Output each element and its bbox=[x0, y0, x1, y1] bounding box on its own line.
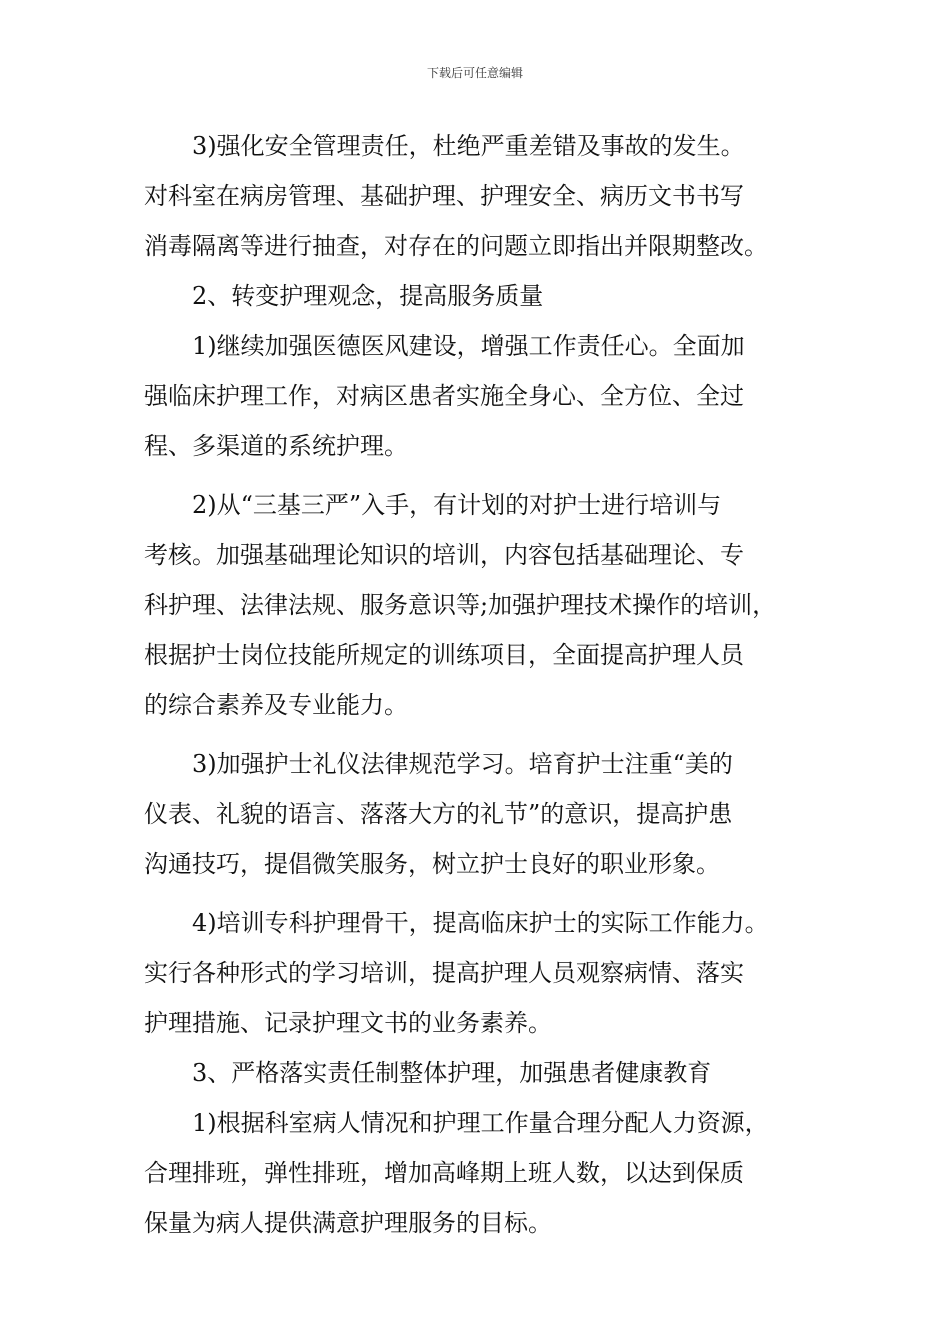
paragraph-line: 根据护士岗位技能所规定的训练项目，全面提高护理人员 bbox=[144, 641, 744, 669]
paragraph-line: 3)强化安全管理责任，杜绝严重差错及事故的发生。 bbox=[192, 132, 745, 160]
page-header: 下载后可任意编辑 bbox=[426, 66, 523, 80]
paragraph-line: 保量为病人提供满意护理服务的目标。 bbox=[144, 1209, 552, 1237]
paragraph-line: 程、多渠道的系统护理。 bbox=[144, 432, 408, 460]
paragraph-line: 考核。加强基础理论知识的培训，内容包括基础理论、专 bbox=[144, 541, 744, 569]
section-heading: 3、严格落实责任制整体护理，加强患者健康教育 bbox=[192, 1059, 712, 1087]
paragraph-line: 1)根据科室病人情况和护理工作量合理分配人力资源， bbox=[192, 1109, 769, 1137]
paragraph-line: 的综合素养及专业能力。 bbox=[144, 691, 408, 719]
paragraph-line: 1)继续加强医德医风建设，增强工作责任心。全面加 bbox=[192, 332, 745, 360]
paragraph-line: 沟通技巧，提倡微笑服务，树立护士良好的职业形象。 bbox=[144, 850, 720, 878]
paragraph-line: 合理排班，弹性排班，增加高峰期上班人数，以达到保质 bbox=[144, 1159, 744, 1187]
paragraph-line: 护理措施、记录护理文书的业务素养。 bbox=[144, 1009, 552, 1037]
paragraph-line: 3)加强护士礼仪法律规范学习。培育护士注重“美的 bbox=[192, 750, 733, 778]
paragraph-line: 科护理、法律法规、服务意识等;加强护理技术操作的培训， bbox=[144, 591, 777, 619]
document-body bbox=[144, 128, 812, 1255]
section-heading: 2、转变护理观念，提高服务质量 bbox=[192, 282, 544, 310]
paragraph-line: 2)从“三基三严”入手，有计划的对护士进行培训与 bbox=[192, 491, 722, 519]
paragraph-line: 4)培训专科护理骨干，提高临床护士的实际工作能力。 bbox=[192, 909, 769, 937]
paragraph-line: 强临床护理工作，对病区患者实施全身心、全方位、全过 bbox=[144, 382, 744, 410]
paragraph-line: 实行各种形式的学习培训，提高护理人员观察病情、落实 bbox=[144, 959, 744, 987]
paragraph-line: 消毒隔离等进行抽查，对存在的问题立即指出并限期整改。 bbox=[144, 232, 768, 260]
paragraph-line: 对科室在病房管理、基础护理、护理安全、病历文书书写 bbox=[144, 182, 744, 210]
paragraph-line: 仪表、礼貌的语言、落落大方的礼节”的意识，提高护患 bbox=[144, 800, 733, 828]
